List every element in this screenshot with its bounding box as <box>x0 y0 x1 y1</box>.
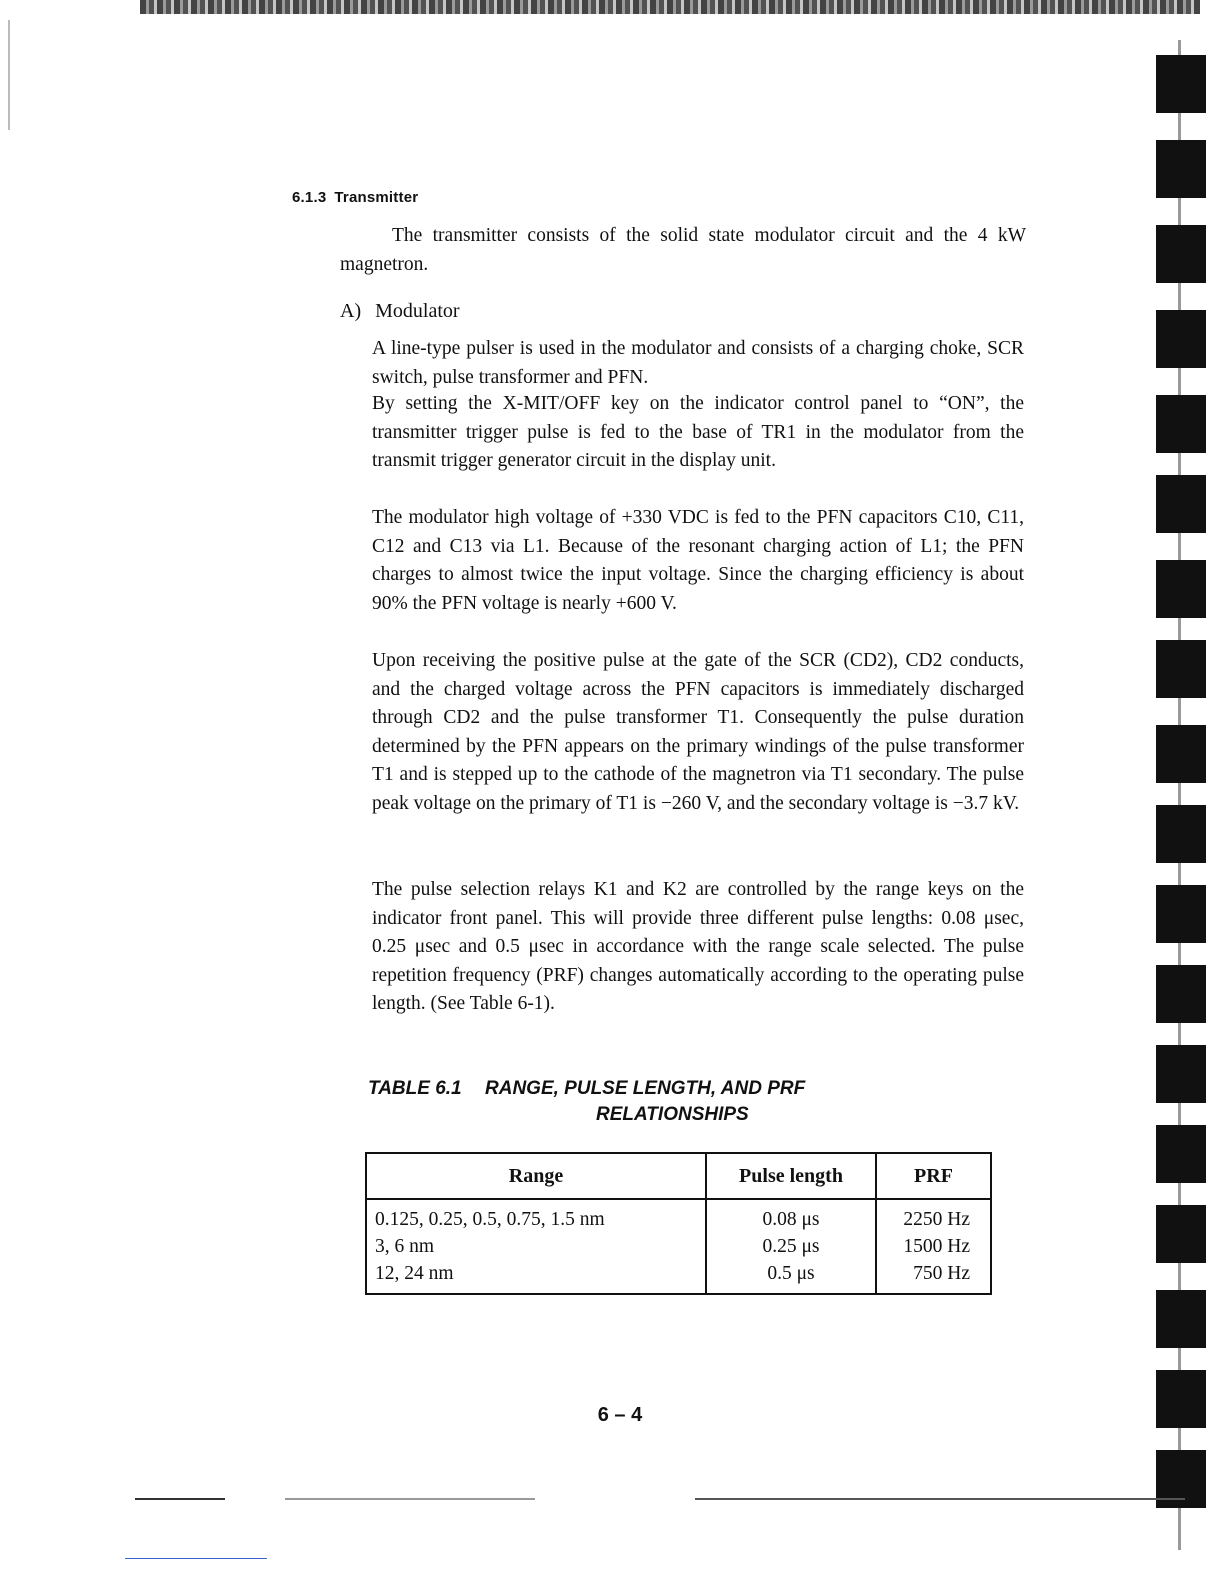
binding-tooth <box>1156 725 1206 783</box>
binding-tooth <box>1156 310 1206 368</box>
table-caption-label: TABLE 6.1 <box>368 1078 462 1099</box>
range-pulse-prf-table <box>365 1152 992 1295</box>
header-prf: PRF <box>876 1153 991 1199</box>
section-number: 6.1.3 <box>292 189 327 206</box>
comb-binding <box>1148 40 1206 1550</box>
cell-pulse-length: 0.08 μs <box>706 1199 876 1233</box>
binding-tooth <box>1156 1125 1206 1183</box>
binding-tooth <box>1156 965 1206 1023</box>
table-row <box>366 1199 991 1233</box>
table-header-row <box>366 1153 991 1199</box>
cell-prf: 1500 Hz <box>876 1233 991 1260</box>
binding-tooth <box>1156 560 1206 618</box>
header-range: Range <box>366 1153 706 1199</box>
table-row <box>366 1260 991 1294</box>
subsection-letter: A) <box>340 300 362 322</box>
underline-mark <box>125 1558 267 1559</box>
binding-tooth <box>1156 1045 1206 1103</box>
binding-tooth <box>1156 805 1206 863</box>
binding-tooth <box>1156 1205 1206 1263</box>
binding-tooth <box>1156 1290 1206 1348</box>
scan-top-edge <box>140 0 1200 14</box>
binding-tooth <box>1156 225 1206 283</box>
cell-pulse-length: 0.5 μs <box>706 1260 876 1294</box>
paragraph-line-type-pulser: A line-type pulser is used in the modulator and consists of a charging choke, SCR switch, pulse transformer and PFN. <box>372 338 1024 388</box>
table-caption-line1: RANGE, PULSE LENGTH, AND PRF <box>485 1078 806 1099</box>
cell-range: 0.125, 0.25, 0.5, 0.75, 1.5 nm <box>366 1199 706 1233</box>
binding-tooth <box>1156 140 1206 198</box>
paragraph-xmit-key: By setting the X-MIT/OFF key on the indicator control panel to “ON”, the transmitter trigger pulse is fed to the base of TR1 in the modulator from the transmit trigger generator circuit in the display unit. <box>372 393 1024 472</box>
scan-bottom-edge <box>135 1498 1185 1500</box>
binding-tooth <box>1156 55 1206 113</box>
cell-prf: 2250 Hz <box>876 1199 991 1233</box>
table-caption-line2: RELATIONSHIPS <box>596 1104 749 1125</box>
section-heading <box>292 189 418 206</box>
paragraph-high-voltage: The modulator high voltage of +330 VDC is fed to the PFN capacitors C10, C11, C12 and C13 via L1. Because of the resonant charging action of L1; the PFN charges to almost twice the input voltage. Since the charging efficiency is about 90% the PFN voltage is nearly +600 V. <box>372 507 1024 614</box>
cell-prf: 750 Hz <box>876 1260 991 1294</box>
cell-pulse-length: 0.25 μs <box>706 1233 876 1260</box>
binding-tooth <box>1156 885 1206 943</box>
header-pulse-length: Pulse length <box>706 1153 876 1199</box>
cell-range: 12, 24 nm <box>366 1260 706 1294</box>
subsection-heading <box>340 300 460 323</box>
binding-tooth <box>1156 395 1206 453</box>
subsection-title: Modulator <box>375 300 460 322</box>
scan-left-edge <box>8 20 10 130</box>
page-number: 6 – 4 <box>597 1404 643 1426</box>
paragraph-pulse-selection: The pulse selection relays K1 and K2 are controlled by the range keys on the indicator front panel. This will provide three different pulse lengths: 0.08 μsec, 0.25 μsec and 0.5 μsec in accordance with the range scale selected. The pulse repetition frequency (PRF) changes automatically according to the operating pulse length. (See Table 6-1). <box>372 879 1024 1015</box>
paragraph-scr-discharge: Upon receiving the positive pulse at the gate of the SCR (CD2), CD2 conducts, and the charged voltage across the PFN capacitors is immediately discharged through CD2 and the pulse transformer T1. Consequently the pulse duration determined by the PFN appears on the primary windings of the pulse transformer T1 and is stepped up to the cathode of the magnetron via T1 secondary. The pulse peak voltage on the primary of T1 is −260 V, and the secondary voltage is −3.7 kV. <box>372 650 1024 814</box>
intro-paragraph: The transmitter consists of the solid state modulator circuit and the 4 kW magnetron. <box>340 225 1026 275</box>
binding-tooth <box>1156 475 1206 533</box>
binding-tooth <box>1156 640 1206 698</box>
table-row <box>366 1233 991 1260</box>
section-title: Transmitter <box>334 189 419 206</box>
table-caption <box>368 1076 1008 1128</box>
binding-tooth <box>1156 1370 1206 1428</box>
cell-range: 3, 6 nm <box>366 1233 706 1260</box>
